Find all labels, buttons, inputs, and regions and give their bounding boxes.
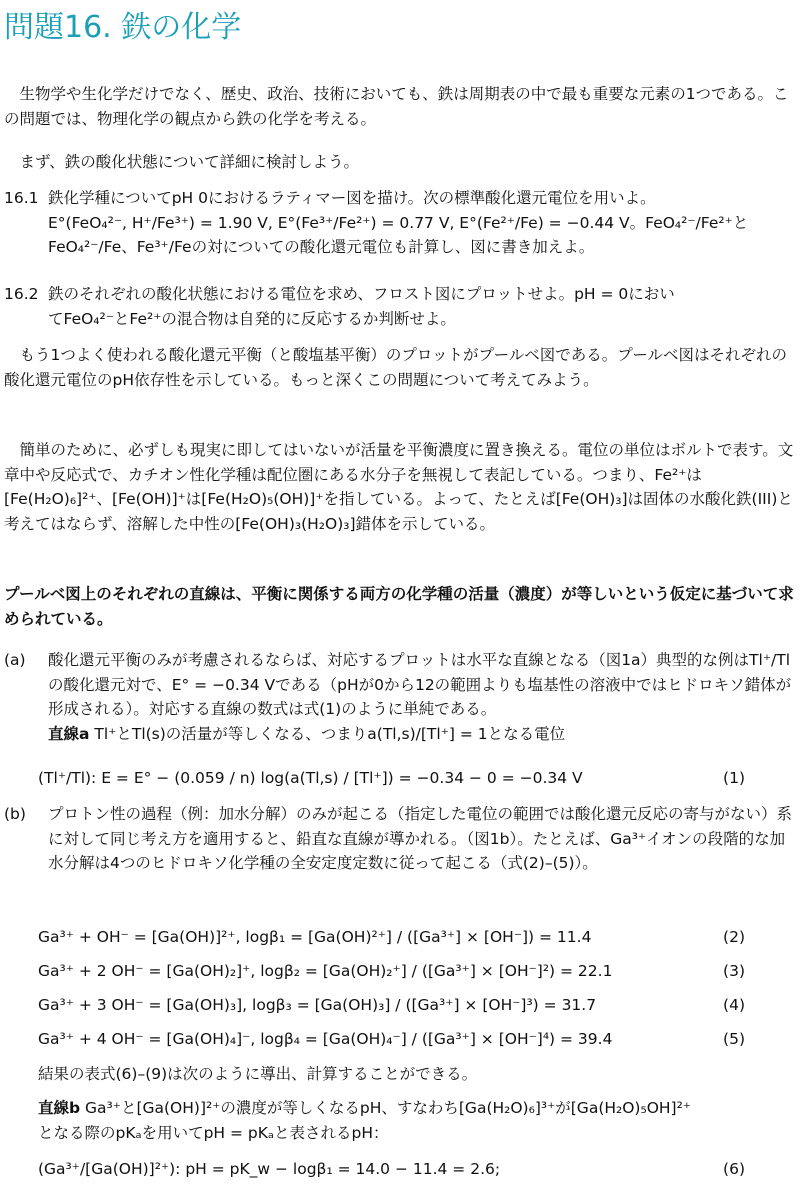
equation-2-number: (2) [723, 928, 745, 946]
equation-5: Ga³⁺ + 4 OH⁻ = [Ga(OH)₄]⁻, logβ₄ = [Ga(OH)₄⁻] / ([Ga³⁺] × [OH⁻]⁴) = 39.4 [38, 1030, 613, 1048]
result-text: 結果の表式(6)–(9)は次のように導出、計算することができる。 [38, 1065, 478, 1083]
equation-6-number: (6) [723, 1160, 745, 1178]
equation-1: (Tl⁺/Tl): E = E° − (0.059 / n) log(a(Tl,s) / [Tl⁺]) = −0.34 − 0 = −0.34 V [38, 769, 583, 787]
question-16-1 [4, 186, 799, 260]
equation-2: Ga³⁺ + OH⁻ = [Ga(OH)]²⁺, logβ₁ = [Ga(OH)²⁺] / ([Ga³⁺] × [OH⁻]) = 11.4 [38, 928, 592, 946]
question-16-2 [4, 282, 799, 331]
part-b-label: (b) [4, 805, 26, 823]
line-a-text: Tl⁺とTl(s)の活量が等しくなる、つまりa(Tl,s)/[Tl⁺] = 1となる電位 [89, 724, 566, 743]
equation-5-number: (5) [723, 1030, 745, 1048]
question-16-2-line-2: てFeO₄²⁻とFe²⁺の混合物は自発的に反応するか判断せよ。 [48, 309, 456, 328]
page-title: 問題16. 鉄の化学 [4, 10, 242, 45]
part-b [4, 802, 799, 876]
part-a [4, 648, 799, 746]
question-16-1-label: 16.1 [4, 189, 39, 207]
line-b-row-1 [38, 1096, 798, 1121]
part-a-text: 酸化還元平衡のみが考慮されるならば、対応するプロットは水平な直線となる（図1a）典型的な例はTl⁺/Tlの酸化還元対で、E° = −0.34 Vである（pHが0から12の範囲よりも塩基性の溶液中ではヒドロキソ錯体が形成される）。対応する直線の数式は式(1)のように単純である。 [48, 651, 792, 718]
equation-6: (Ga³⁺/[Ga(OH)]²⁺): pH = pK_w − logβ₁ = 14.0 − 11.4 = 2.6; [38, 1160, 501, 1178]
line-b-definition [38, 1096, 798, 1145]
question-16-2-label: 16.2 [4, 285, 39, 303]
intro-paragraph-2: まず、鉄の酸化状態について詳細に検討しよう。 [19, 153, 359, 171]
question-16-1-line-1: 鉄化学種についてpH 0におけるラティマー図を描け。次の標準酸化還元電位を用いよ。 [48, 189, 656, 207]
line-a-head: 直線a [48, 724, 90, 743]
line-a-definition [48, 722, 799, 747]
bold-statement: プールベ図上のそれぞれの直線は、平衡に関係する両方の化学種の活量（濃度）が等しいという仮定に基づいて求められている。 [4, 585, 794, 628]
equation-1-number: (1) [723, 769, 745, 787]
question-16-2-line-1: 鉄のそれぞれの酸化状態における電位を求め、フロスト図にプロットせよ。pH = 0におい [48, 285, 675, 303]
question-16-1-line-2: E°(FeO₄²⁻, H⁺/Fe³⁺) = 1.90 V, E°(Fe³⁺/Fe²⁺) = 0.77 V, E°(Fe²⁺/Fe) = −0.44 V。FeO₄²⁻/Fe²⁺と [48, 213, 749, 232]
line-b-head: 直線b [38, 1099, 81, 1117]
equation-3-number: (3) [723, 962, 745, 980]
line-b-text-2: となる際のpKₐを用いてpH = pKₐと表されるpH： [38, 1123, 389, 1142]
part-b-text: プロトン性の過程（例：加水分解）のみが起こる（指定した電位の範囲では酸化還元反応の寄与がない）系に対して同じ考え方を適用すると、鉛直な直線が導かれる。（図1b）。たとえば、Ga³⁺イオンの段階的な加水分解は4つのヒドロキソ化学種の全安定度定数に従って起こる（式(2)–(5)）。 [48, 805, 793, 872]
equation-4-number: (4) [723, 996, 745, 1014]
activity-assumption-paragraph: 簡単のために、必ずしも現実に即してはいないが活量を平衡濃度に置き換える。電位の単位はボルトで表す。文章中や反応式で、カチオン性化学種は配位圏にある水分子を無視して表記している。つまり、Fe²⁺は[Fe(H₂O)₆]²⁺、[Fe(OH)]⁺は[Fe(H₂O)₅(OH)]⁺を指している。よって、たとえば[Fe(OH)₃]は固体の水酸化鉄(III)と考えてはならず、溶解した中性の[Fe(OH)₃(H₂O)₃]錯体を示している。 [4, 441, 794, 533]
line-b-text-1: Ga³⁺と[Ga(OH)]²⁺の濃度が等しくなるpH、すなわち[Ga(H₂O)₆]³⁺が[Ga(H₂O)₅OH]²⁺ [80, 1099, 691, 1117]
part-a-label: (a) [4, 651, 26, 669]
equation-3: Ga³⁺ + 2 OH⁻ = [Ga(OH)₂]⁺, logβ₂ = [Ga(OH)₂⁺] / ([Ga³⁺] × [OH⁻]²) = 22.1 [38, 962, 613, 980]
question-16-1-line-3: FeO₄²⁻/Fe、Fe³⁺/Feの対についての酸化還元電位も計算し、図に書き加えよ。 [48, 238, 595, 256]
pourbaix-intro-paragraph: もう1つよく使われる酸化還元平衡（と酸塩基平衡）のプロットがプールベ図である。プールベ図はそれぞれの酸化還元電位のpH依存性を示している。もっと深くこの問題について考えてみよう。 [4, 346, 788, 389]
intro-paragraph-1: 生物学や生化学だけでなく、歴史、政治、技術においても、鉄は周期表の中で最も重要な元素の1つである。この問題では、物理化学の観点から鉄の化学を考える。 [4, 85, 789, 128]
equation-4: Ga³⁺ + 3 OH⁻ = [Ga(OH)₃], logβ₃ = [Ga(OH)₃] / ([Ga³⁺] × [OH⁻]³) = 31.7 [38, 996, 597, 1014]
